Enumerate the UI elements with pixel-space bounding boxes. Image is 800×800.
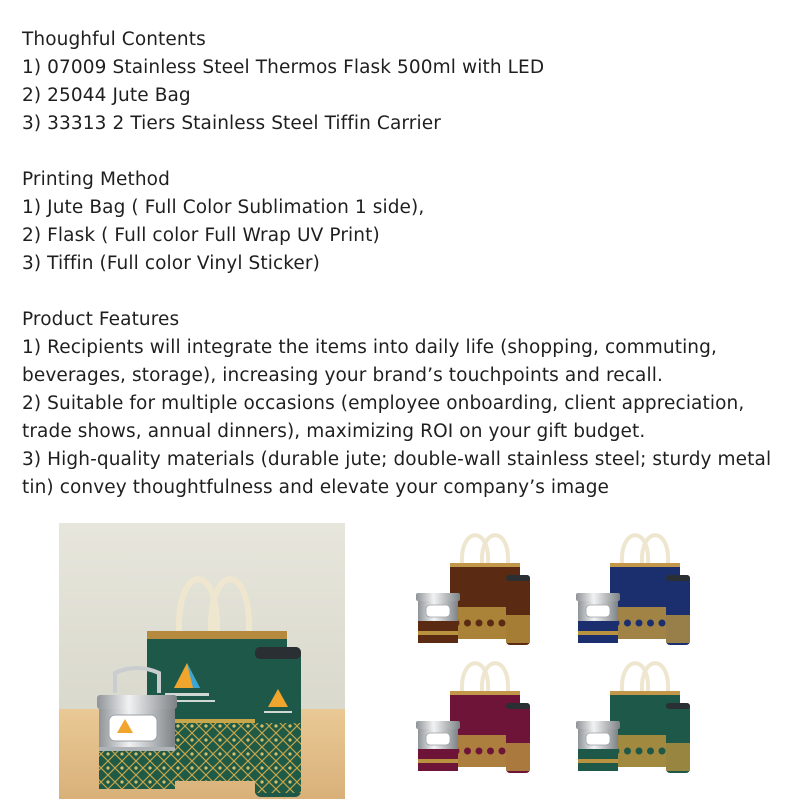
variant-set bbox=[416, 663, 530, 773]
variant-set bbox=[576, 663, 690, 773]
section-features bbox=[22, 306, 782, 502]
feature-item: 1) Recipients will integrate the items into daily life (shopping, commuting, beverages, storage), increasing your brand’s touchpoints and recall. bbox=[22, 337, 717, 386]
section-contents bbox=[22, 26, 782, 138]
color-variants-photo bbox=[398, 523, 716, 799]
content-item: 3) 33313 2 Tiers Stainless Steel Tiffin Carrier bbox=[22, 113, 441, 134]
gift-set-photo bbox=[59, 523, 345, 799]
printing-item: 2) Flask ( Full color Full Wrap UV Print) bbox=[22, 225, 380, 246]
section-heading: Thoughful Contents bbox=[22, 29, 206, 50]
product-description bbox=[22, 26, 782, 530]
content-item: 1) 07009 Stainless Steel Thermos Flask 500ml with LED bbox=[22, 57, 545, 78]
printing-item: 3) Tiffin (Full color Vinyl Sticker) bbox=[22, 253, 320, 274]
feature-item: 3) High-quality materials (durable jute; double-wall stainless steel; sturdy metal tin) convey thoughtfulness and elevate your company’s image bbox=[22, 449, 772, 498]
variant-set bbox=[576, 535, 690, 645]
section-heading: Product Features bbox=[22, 309, 180, 330]
variant-set bbox=[416, 535, 530, 645]
section-printing bbox=[22, 166, 782, 278]
feature-item: 2) Suitable for multiple occasions (employee onboarding, client appreciation, trade shows, annual dinners), maximizing ROI on your gift budget. bbox=[22, 393, 745, 442]
printing-item: 1) Jute Bag ( Full Color Sublimation 1 side), bbox=[22, 197, 425, 218]
section-heading: Printing Method bbox=[22, 169, 170, 190]
content-item: 2) 25044 Jute Bag bbox=[22, 85, 191, 106]
